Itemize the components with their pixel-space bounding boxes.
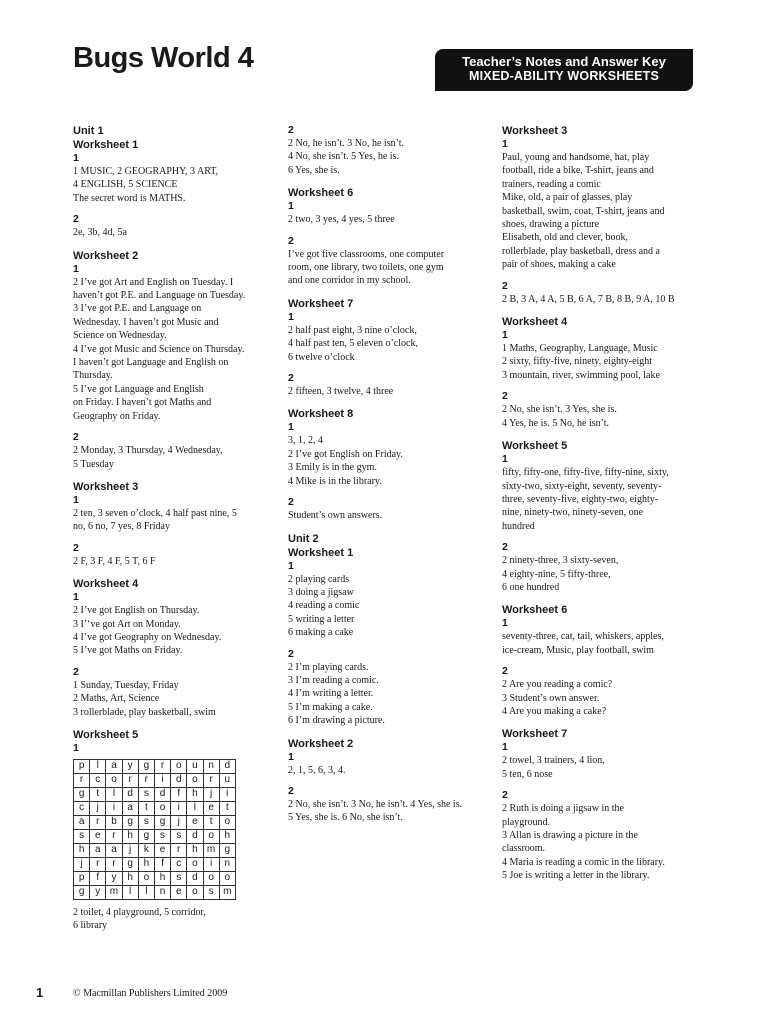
exercise-number: 1 [73, 262, 79, 275]
worksheet-heading: Worksheet 1 [73, 139, 139, 151]
worksheet-section [288, 407, 488, 522]
worksheet-section [288, 297, 488, 399]
wordsearch-row [74, 857, 236, 871]
exercise-number: 1 [502, 329, 508, 342]
wordsearch-cell: n [219, 857, 235, 871]
worksheet-section [288, 124, 488, 177]
exercise-number: 1 [73, 741, 79, 754]
exercise-number: 2 [502, 390, 508, 403]
worksheet-heading: Worksheet 7 [288, 297, 354, 310]
exercise-answers: 3, 1, 2, 4 2 I’ve got English on Friday. 3 Emily is in the gym. 4 Mike is in the library. [288, 435, 403, 487]
wordsearch-cell: c [74, 801, 90, 815]
exercise [73, 494, 278, 534]
wordsearch-cell: t [219, 801, 235, 815]
exercise-answers: 2 playing cards 3 doing a jigsaw 4 reading a comic 5 writing a letter 6 making a cake [288, 573, 360, 639]
wordsearch-cell: o [203, 871, 219, 885]
wordsearch-cell: e [187, 815, 203, 829]
worksheet-section [73, 577, 278, 719]
wordsearch-cell: l [106, 787, 122, 801]
exercise [502, 541, 717, 594]
worksheet-heading: Worksheet 3 [73, 480, 139, 493]
wordsearch-cell: j [74, 857, 90, 871]
wordsearch-cell: m [106, 885, 122, 899]
wordsearch-cell: c [90, 773, 106, 787]
wordsearch-cell: i [203, 857, 219, 871]
wordsearch-cell: a [74, 815, 90, 829]
wordsearch-cell: i [219, 787, 235, 801]
worksheet-section [288, 737, 488, 825]
wordsearch-cell: i [106, 801, 122, 815]
wordsearch-cell: g [74, 885, 90, 899]
wordsearch-cell: s [171, 871, 187, 885]
exercise-number: 1 [288, 559, 294, 572]
wordsearch-cell: s [74, 829, 90, 843]
wordsearch-cell: g [219, 843, 235, 857]
exercise-number: 1 [288, 421, 294, 434]
exercise-answers: 2 No, she isn’t. 3 No, he isn’t. 4 Yes, she is. 5 Yes, she is. 6 No, she isn’t. [288, 798, 463, 824]
exercise-number: 1 [288, 200, 294, 213]
wordsearch-cell: a [106, 843, 122, 857]
exercise-answers: 1 MUSIC, 2 GEOGRAPHY, 3 ART, 4 ENGLISH, 5 SCIENCE The secret word is MATHS. [73, 166, 219, 204]
wordsearch-cell: s [138, 815, 154, 829]
exercise-answers: 2 toilet, 4 playground, 5 corridor, 6 library [73, 906, 206, 932]
exercise-number: 1 [73, 152, 79, 164]
column-1 [73, 124, 278, 942]
worksheet-heading: Worksheet 5 [73, 728, 139, 741]
exercise-answers: 2 towel, 3 trainers, 4 lion, 5 ten, 6 nose [502, 755, 605, 780]
wordsearch-cell: b [106, 815, 122, 829]
wordsearch-cell: s [154, 829, 170, 843]
wordsearch-cell: n [203, 759, 219, 773]
wordsearch-row [74, 787, 236, 801]
wordsearch-cell: o [219, 815, 235, 829]
exercise-number: 2 [288, 647, 294, 660]
exercise [502, 617, 717, 657]
exercise [73, 263, 278, 423]
wordsearch-cell: r [106, 829, 122, 843]
header-banner [435, 49, 693, 91]
exercise-number: 2 [502, 279, 508, 292]
worksheet-section [288, 546, 488, 728]
wordsearch-row [74, 815, 236, 829]
exercise-number: 2 [288, 784, 294, 797]
wordsearch-cell: m [203, 843, 219, 857]
exercise [73, 542, 278, 568]
wordsearch-cell: g [154, 815, 170, 829]
column-2 [288, 124, 488, 834]
exercise-number: 1 [73, 591, 79, 604]
exercise [288, 421, 488, 488]
wordsearch-cell: g [138, 829, 154, 843]
wordsearch-cell: a [122, 801, 138, 815]
exercise [288, 200, 488, 226]
wordsearch-cell: h [74, 843, 90, 857]
wordsearch-cell: a [90, 843, 106, 857]
exercise [502, 138, 717, 272]
exercise-number: 2 [73, 541, 79, 554]
exercise [502, 741, 717, 781]
unit-heading: Unit 2 [288, 532, 319, 545]
exercise [502, 665, 717, 718]
exercise [73, 666, 278, 719]
exercise [73, 742, 278, 933]
exercise-number: 2 [73, 213, 79, 226]
wordsearch-cell: m [219, 885, 235, 899]
wordsearch-cell: d [187, 829, 203, 843]
exercise-number: 1 [502, 138, 508, 150]
exercise [73, 152, 278, 205]
banner-line-1: Teacher’s Notes and Answer Key [462, 54, 666, 69]
exercise-number: 2 [502, 541, 508, 554]
exercise-answers: 2 fifteen, 3 twelve, 4 three [288, 386, 394, 398]
wordsearch-cell: y [122, 759, 138, 773]
exercise [288, 751, 488, 777]
exercise-number: 1 [502, 453, 508, 466]
worksheet-heading: Worksheet 3 [502, 125, 568, 137]
wordsearch-cell: o [187, 773, 203, 787]
wordsearch-cell: o [187, 885, 203, 899]
exercise-number: 1 [288, 750, 294, 763]
wordsearch-cell: t [138, 801, 154, 815]
worksheet-section [73, 480, 278, 568]
wordsearch-row [74, 885, 236, 899]
wordsearch-cell: r [74, 773, 90, 787]
wordsearch-cell: h [138, 857, 154, 871]
exercise-number: 2 [73, 431, 79, 444]
wordsearch-cell: o [171, 759, 187, 773]
wordsearch-cell: u [187, 759, 203, 773]
wordsearch-cell: s [171, 829, 187, 843]
wordsearch-cell: r [138, 773, 154, 787]
wordsearch-cell: l [187, 801, 203, 815]
exercise [73, 213, 278, 239]
exercise-answers: 2 I’ve got Art and English on Tuesday. I haven’t got P.E. and Language on Tuesday. 3 I’ve got P.E. and Language on Wednesday. I haven’t got Music and Science on Wednesday. 4 I’ve got Music and Science on Thursday. I haven’t got Language and English on Thursday. 5 I’ve got Language and English on Friday. I haven’t got Maths and Geography on Friday. [73, 276, 246, 422]
wordsearch-cell: j [203, 787, 219, 801]
wordsearch-cell: r [122, 773, 138, 787]
wordsearch-row [74, 801, 236, 815]
column-3 [502, 124, 717, 892]
wordsearch-cell: d [171, 773, 187, 787]
exercise-answers: 2 Ruth is doing a jigsaw in the playground. 3 Allan is drawing a picture in the classroom. 4 Maria is reading a comic in the library. 5 Joe is writing a letter in the library. [502, 803, 665, 882]
wordsearch-cell: g [122, 815, 138, 829]
document-title: Bugs World 4 [73, 42, 254, 74]
worksheet-heading: Worksheet 2 [288, 737, 354, 750]
exercise-number: 1 [502, 741, 508, 754]
wordsearch-cell: j [171, 815, 187, 829]
worksheet-heading: Worksheet 4 [502, 316, 568, 329]
exercise-answers: 2 two, 3 yes, 4 yes, 5 three [288, 214, 395, 226]
wordsearch-cell: j [122, 843, 138, 857]
wordsearch-cell: o [106, 773, 122, 787]
exercise-number: 2 [502, 789, 508, 802]
worksheet-section [502, 124, 717, 306]
worksheet-heading: Worksheet 1 [288, 546, 354, 559]
wordsearch-cell: h [122, 871, 138, 885]
wordsearch-row [74, 843, 236, 857]
exercise-number: 2 [73, 665, 79, 678]
wordsearch-cell: e [90, 829, 106, 843]
copyright-notice: © Macmillan Publishers Limited 2009 [73, 988, 228, 999]
wordsearch-cell: l [138, 885, 154, 899]
worksheet-heading: Worksheet 2 [73, 249, 139, 262]
wordsearch-cell: d [122, 787, 138, 801]
exercise [502, 329, 717, 382]
exercise [288, 372, 488, 398]
wordsearch-cell: h [187, 787, 203, 801]
exercise [73, 591, 278, 658]
wordsearch-cell: i [154, 773, 170, 787]
exercise-number: 1 [73, 493, 79, 506]
wordsearch-cell: e [154, 843, 170, 857]
worksheet-section [502, 439, 717, 594]
exercise-number: 1 [502, 617, 508, 630]
wordsearch-cell: a [106, 759, 122, 773]
wordsearch-cell: k [138, 843, 154, 857]
wordsearch-cell: s [203, 885, 219, 899]
exercise-answers: 2 No, he isn’t. 3 No, he isn’t. 4 No, she isn’t. 5 Yes, he is. 6 Yes, she is. [288, 138, 405, 176]
wordsearch-cell: y [90, 885, 106, 899]
wordsearch-cell: g [74, 787, 90, 801]
exercise [288, 235, 488, 288]
exercise [502, 789, 717, 882]
wordsearch-cell: r [106, 857, 122, 871]
exercise [502, 280, 717, 306]
exercise-answers: 2, 1, 5, 6, 3, 4. [288, 764, 346, 776]
wordsearch-cell: t [90, 787, 106, 801]
wordsearch-cell: r [203, 773, 219, 787]
exercise [288, 560, 488, 640]
wordsearch-grid [73, 759, 236, 900]
wordsearch-cell: o [154, 801, 170, 815]
unit-heading: Unit 1 [73, 125, 104, 137]
wordsearch-cell: l [90, 759, 106, 773]
wordsearch-row [74, 759, 236, 773]
wordsearch-cell: r [171, 843, 187, 857]
exercise-number: 2 [288, 496, 294, 509]
exercise-answers: 2 ten, 3 seven o’clock, 4 half past nine, 5 no, 6 no, 7 yes, 8 Friday [73, 507, 237, 533]
exercise [288, 785, 488, 825]
wordsearch-cell: h [122, 829, 138, 843]
wordsearch-cell: f [154, 857, 170, 871]
worksheet-section [502, 727, 717, 882]
exercise-answers: fifty, fifty-one, fifty-five, fifty-nine, sixty, sixty-two, sixty-eight, seventy, seventy- three, seventy-five, eighty-two, eighty- nine, ninety-two, ninety-seven, one hundred [502, 467, 669, 532]
wordsearch-cell: p [74, 759, 90, 773]
wordsearch-cell: r [154, 759, 170, 773]
exercise-number: 2 [502, 665, 508, 678]
wordsearch-cell: g [138, 759, 154, 773]
exercise-answers: 2 half past eight, 3 nine o’clock, 4 half past ten, 5 eleven o’clock, 6 twelve o’clock [288, 324, 418, 363]
exercise-answers: 2 F, 3 F, 4 F, 5 T, 6 F [73, 555, 156, 567]
wordsearch-cell: n [154, 885, 170, 899]
exercise-answers: 2 Monday, 3 Thursday, 4 Wednesday, 5 Tuesday [73, 445, 223, 470]
wordsearch-cell: i [171, 801, 187, 815]
worksheet-heading: Worksheet 8 [288, 408, 354, 421]
worksheet-section [73, 249, 278, 471]
exercise-answers: 2 B, 3 A, 4 A, 5 B, 6 A, 7 B, 8 B, 9 A, 10 B [502, 293, 675, 305]
wordsearch-cell: e [171, 885, 187, 899]
wordsearch-cell: o [187, 857, 203, 871]
page-number: 1 [36, 985, 44, 1000]
worksheet-section [73, 138, 278, 240]
wordsearch-cell: h [154, 871, 170, 885]
exercise [502, 453, 717, 533]
wordsearch-cell: f [90, 871, 106, 885]
worksheet-heading: Worksheet 6 [288, 187, 354, 200]
exercise-answers: 2 I’m playing cards. 3 I’m reading a comic. 4 I’m writing a letter. 5 I’m making a cake. 6 I’m drawing a picture. [288, 661, 385, 727]
wordsearch-cell: d [187, 871, 203, 885]
worksheet-heading: Worksheet 6 [502, 604, 568, 617]
wordsearch-cell: r [90, 857, 106, 871]
wordsearch-cell: h [219, 829, 235, 843]
wordsearch-cell: o [203, 829, 219, 843]
wordsearch-cell: d [154, 787, 170, 801]
exercise-number: 1 [288, 310, 294, 323]
exercise [73, 431, 278, 471]
exercise-number: 2 [288, 124, 294, 136]
wordsearch-row [74, 829, 236, 843]
wordsearch-cell: f [171, 787, 187, 801]
worksheet-section [502, 603, 717, 718]
worksheet-heading: Worksheet 5 [502, 440, 568, 453]
wordsearch-cell: l [122, 885, 138, 899]
exercise [288, 311, 488, 364]
exercise-number: 2 [288, 372, 294, 385]
wordsearch-cell: j [90, 801, 106, 815]
wordsearch-cell: c [171, 857, 187, 871]
wordsearch-cell: o [219, 871, 235, 885]
worksheet-heading: Worksheet 7 [502, 728, 568, 741]
exercise-answers: 1 Maths, Geography, Language, Music 2 sixty, fifty-five, ninety, eighty-eight 3 mountain, river, swimming pool, lake [502, 343, 660, 381]
exercise [288, 648, 488, 728]
worksheet-heading: Worksheet 4 [73, 578, 139, 591]
worksheet-section [502, 315, 717, 430]
exercise [288, 496, 488, 522]
wordsearch-cell: o [138, 871, 154, 885]
exercise [288, 124, 488, 177]
wordsearch-row [74, 773, 236, 787]
wordsearch-cell: u [219, 773, 235, 787]
worksheet-section [73, 728, 278, 933]
exercise-answers: 1 Sunday, Tuesday, Friday 2 Maths, Art, Science 3 rollerblade, play basketball, swim [73, 679, 216, 718]
exercise-answers: seventy-three, cat, tail, whiskers, apples, ice-cream, Music, play football, swim [502, 631, 664, 656]
wordsearch-cell: h [187, 843, 203, 857]
exercise-answers: 2 I’ve got English on Thursday. 3 I’‘ve got Art on Monday. 4 I’ve got Geography on Wednesday. 5 I’ve got Maths on Friday. [73, 605, 222, 657]
wordsearch-cell: t [203, 815, 219, 829]
exercise-answers: Student’s own answers. [288, 510, 383, 522]
banner-line-2: MIXED-ABILITY WORKSHEETS [469, 69, 659, 83]
exercise-answers: 2 No, she isn’t. 3 Yes, she is. 4 Yes, he is. 5 No, he isn’t. [502, 404, 617, 429]
exercise-number: 2 [288, 234, 294, 247]
exercise-answers: 2 Are you reading a comic? 3 Student’s own answer. 4 Are you making a cake? [502, 679, 613, 717]
exercise-answers: 2 ninety-three, 3 sixty-seven, 4 eighty-nine, 5 fifty-three, 6 one hundred [502, 555, 619, 593]
wordsearch-cell: p [74, 871, 90, 885]
wordsearch-cell: y [106, 871, 122, 885]
wordsearch-cell: g [122, 857, 138, 871]
exercise-answers: Paul, young and handsome, hat, play football, ride a bike, T-shirt, jeans and trainers, reading a comic Mike, old, a pair of glasses, play basketball, swim, coat, T-shirt, jeans and shoes, drawing a picture Elisabeth, old and clever, book, rollerblade, play basketball, dress and a pair of shoes, making a cake [502, 152, 665, 271]
wordsearch-cell: s [138, 787, 154, 801]
worksheet-section [288, 186, 488, 288]
exercise-answers: I’ve got five classrooms, one computer room, one library, two toilets, one gym and one corridor in my school. [288, 248, 445, 287]
wordsearch-cell: e [203, 801, 219, 815]
wordsearch-cell: r [90, 815, 106, 829]
wordsearch-row [74, 871, 236, 885]
exercise [502, 390, 717, 430]
exercise-answers: 2e, 3b, 4d, 5a [73, 227, 127, 239]
wordsearch-cell: d [219, 759, 235, 773]
